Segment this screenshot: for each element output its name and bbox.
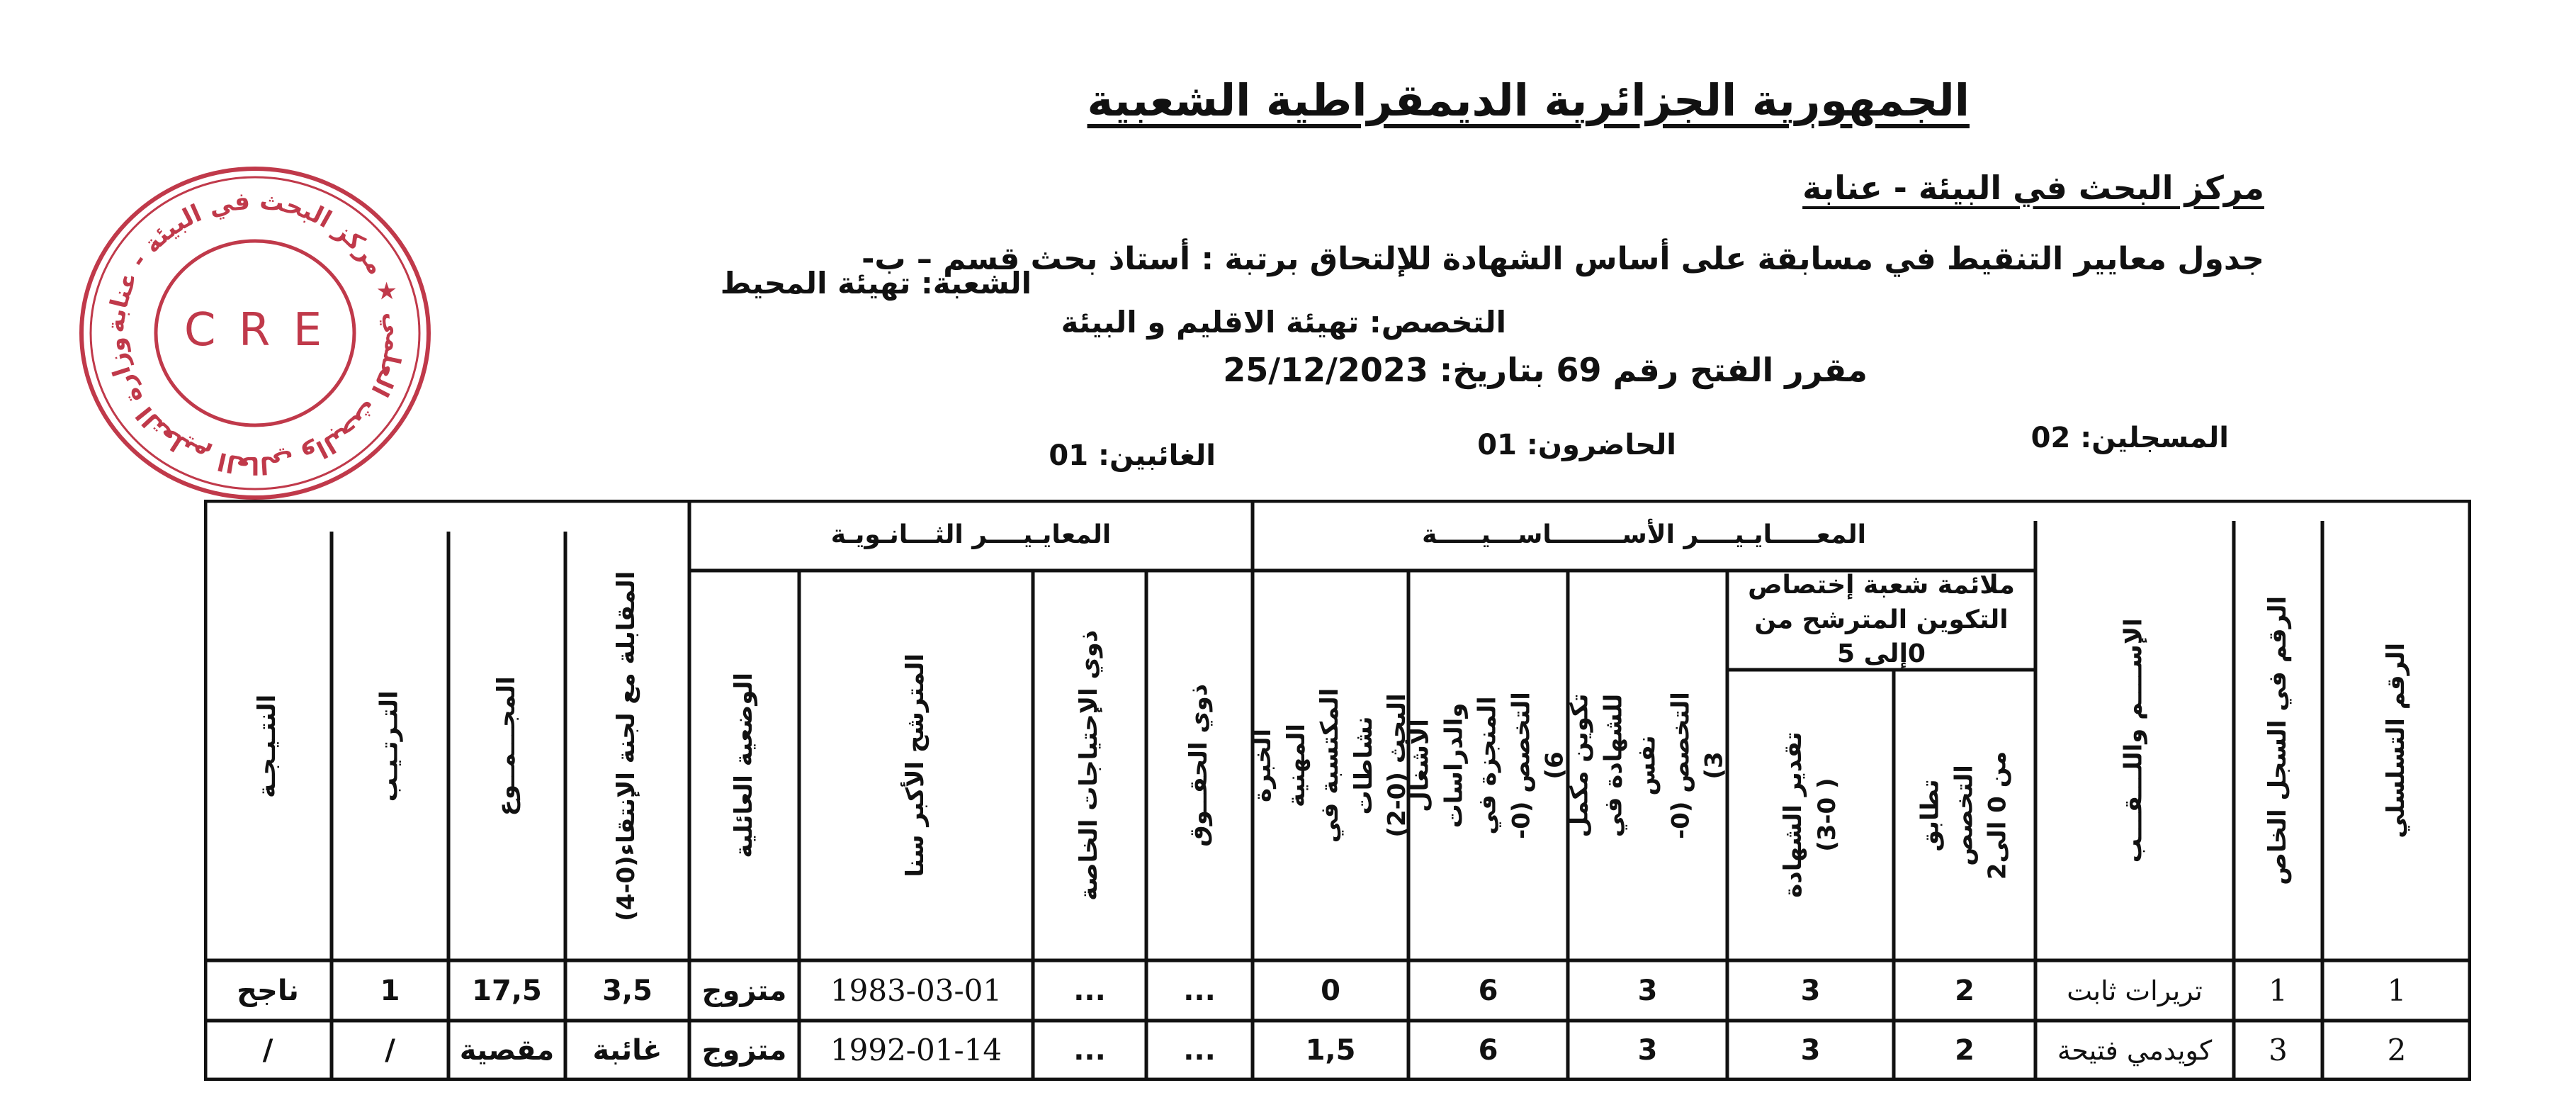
table-row-2-special-needs: ... <box>1073 1033 1106 1067</box>
col-rank-header: التـرتـيـب <box>375 690 404 802</box>
table-row-2-spec-match: 2 <box>1955 1033 1975 1067</box>
table-row-2-name: كويدمي فتيحة <box>2057 1034 2213 1066</box>
table-row-2-family: متزوج <box>701 1033 787 1067</box>
registered-count: المسجلين: 02 <box>2030 422 2229 454</box>
col-total-header: المجـــمــوع <box>492 675 521 816</box>
subgroup-specialty-fit: ملائمة شعبة إختصاص التكوين المترشح من 0إلى 5 <box>1748 571 2015 669</box>
group-basic-criteria: المعـــــايـيــــر الأســــــــاســـيـــــة <box>1422 520 1866 549</box>
col-result-header: النتـيـجـة <box>253 694 282 798</box>
col-special-needs-header: ذوي الإحتياجات الخاصة <box>1075 629 1104 902</box>
table-row-2-complementary: 3 <box>1637 1033 1658 1067</box>
table-row-2-interview: غائبة <box>592 1033 662 1067</box>
table-row-1-serial: 1 <box>2387 973 2407 1008</box>
table-row-2-registry: 3 <box>2269 1033 2288 1067</box>
col-works-header: الأشغال والدراسات المنجزة في التخصص (0-6) <box>1406 692 1569 839</box>
subject-line: جدول معايير التنقيط في مسابقة على أساس الشهادة للإلتحاق برتبة : أستاذ بحث قسم – ب- <box>862 241 2264 277</box>
table-row-2-total: مقصية <box>459 1033 555 1067</box>
table-row-2-serial: 2 <box>2387 1033 2407 1067</box>
table-row-1-rights: ... <box>1183 974 1216 1007</box>
table-row-1-spec-match: 2 <box>1955 974 1975 1007</box>
table-row-1-special-needs: ... <box>1073 974 1106 1007</box>
table-row-2-rank: / <box>385 1033 395 1067</box>
table-row-1-result: ناجح <box>237 974 299 1007</box>
col-name-header: الإســــم واللـــقـــب <box>2120 618 2149 863</box>
table-row-2-rights: ... <box>1183 1033 1216 1067</box>
table-row-2-works: 6 <box>1478 1033 1498 1067</box>
table-row-1-total: 17,5 <box>472 974 542 1007</box>
branch-line: الشعبة: تهيئة المحيط <box>720 266 1032 301</box>
table-row-1-name: تريرات ثابت <box>2067 975 2203 1006</box>
table-row-1-registry: 1 <box>2269 973 2288 1008</box>
absent-count: الغائبين: 01 <box>1049 439 1216 472</box>
col-serial-header: الرقم التسلسلي <box>2382 643 2411 838</box>
col-rights-header: ذوي الحقــوق <box>1185 684 1214 847</box>
table-row-1-family: متزوج <box>701 974 787 1007</box>
col-complementary-header: تكوين مكمل للشهادة في نفس التخصص (0-3) <box>1565 692 1729 839</box>
republic-title: الجمهورية الجزائرية الديمقراطية الشعبية <box>1087 74 1970 126</box>
table-row-1-cert-grade: 3 <box>1800 974 1821 1007</box>
group-secondary-criteria: المعايـيــــر الثـــانـويـة <box>830 520 1112 549</box>
col-family-header: الوضعية العائلية <box>729 673 758 858</box>
table-row-2-cert-grade: 3 <box>1800 1033 1821 1067</box>
table-row-1-complementary: 3 <box>1637 974 1658 1007</box>
table-row-2-birthdate: 1992-01-14 <box>830 1033 1002 1067</box>
table-row-1-birthdate: 1983-03-01 <box>830 973 1002 1008</box>
stamp-ring-text: وزارة التعليم العالي والبحث العلمي ★ مركز البحث في البيئة - عنابة <box>101 186 409 480</box>
official-stamp <box>74 159 436 507</box>
col-oldest-header: المترشح الأكبر سنا <box>901 653 930 877</box>
table-row-1-rank: 1 <box>380 974 400 1007</box>
col-interview-header: المقابلة مع لجنة الإنتقاء(0-4) <box>612 571 641 921</box>
stamp-graphic <box>74 159 436 507</box>
decision-line: مقرر الفتح رقم 69 بتاريخ: 25/12/2023 <box>1223 351 1868 389</box>
center-name: مركز البحث في البيئة - عنابة <box>1802 169 2264 207</box>
table-row-1-interview: 3,5 <box>602 974 653 1007</box>
stamp-center-text: C R E <box>183 304 327 357</box>
present-count: الحاضرون: 01 <box>1477 429 1676 461</box>
col-spec-match-header: تطابق التخصص من 0 الى2 <box>1916 751 2012 880</box>
table-row-1-experience: 0 <box>1321 974 1340 1007</box>
grading-table <box>204 500 2471 1081</box>
table-row-2-experience: 1,5 <box>1305 1033 1356 1067</box>
col-cert-grade-header: تقدير الشهادة ( 0-3) <box>1778 731 1841 899</box>
col-experience-header: الخبرة المهنية المكتسبة في نشاطات البحث (0-2) <box>1248 688 1412 843</box>
specialty-line: التخصص: تهيئة الاقليم و البيئة <box>1061 305 1506 339</box>
table-row-1-works: 6 <box>1478 974 1498 1007</box>
col-registry-header: الرقم في السجل الخاص <box>2263 596 2292 885</box>
table-row-2-result: / <box>262 1033 273 1067</box>
